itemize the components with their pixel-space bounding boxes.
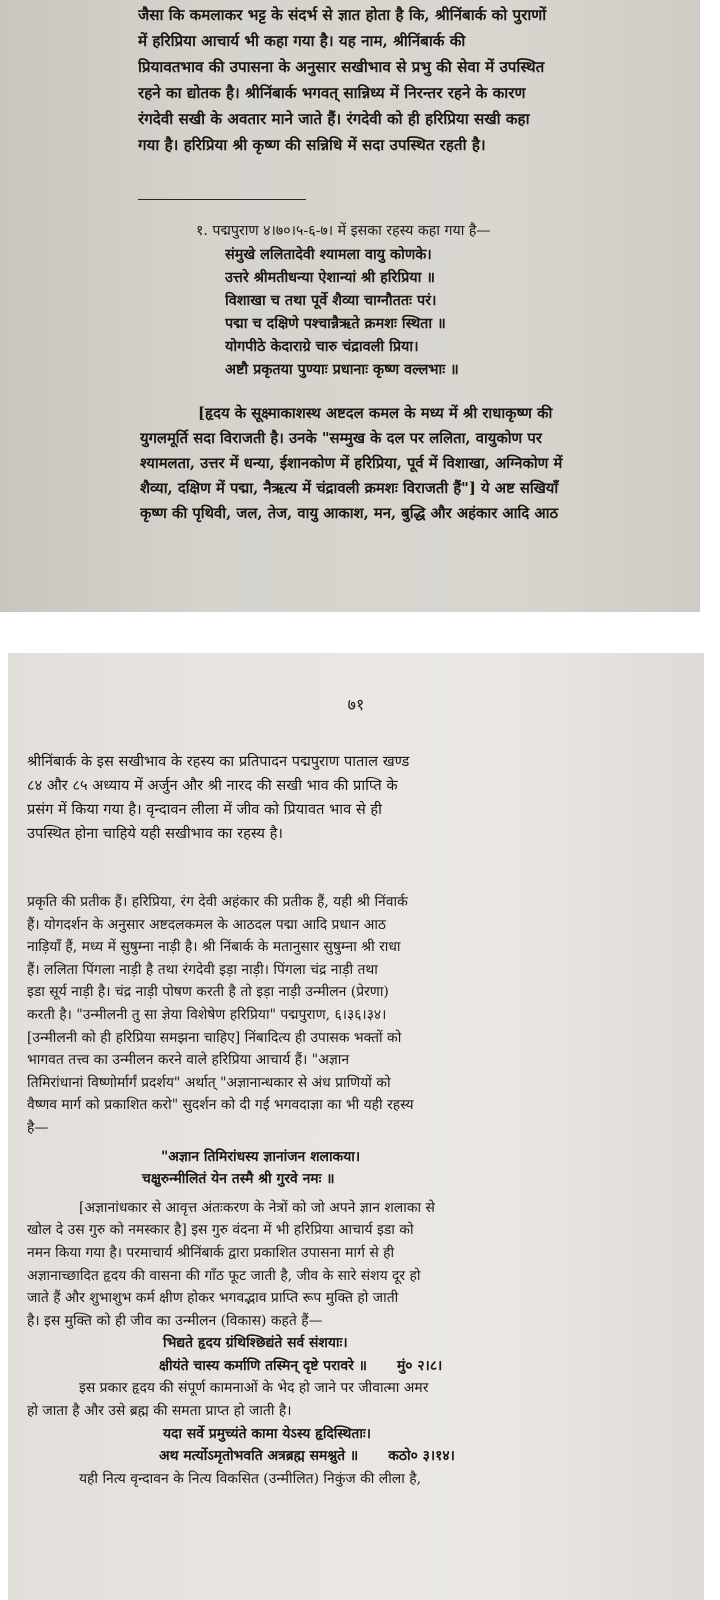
footnote-line: [हृदय के सूक्ष्माकाशस्थ अष्टदल कमल के मध्य में श्री राधाकृष्ण की — [198, 405, 553, 422]
text-line: भागवत तत्त्व का उन्मीलन करने वाले हरिप्रिया आचार्य हैं। "अज्ञान — [27, 1052, 350, 1069]
verse-text: अथ मर्त्योऽमृतोभवति अत्रब्रह्म समश्नुते ॥ — [159, 1448, 359, 1465]
page-number: ७१ — [347, 695, 365, 714]
top-body-text — [138, 2, 700, 158]
verse-line: उत्तरे श्रीमतीधन्या ऐशान्यां श्री हरिप्रिया ॥ — [225, 269, 435, 286]
text-line: प्रकृति की प्रतीक हैं। हरिप्रिया, रंग देवी अहंकार की प्रतीक हैं, यही श्री निंवार्क — [27, 894, 408, 910]
footnote-explanation — [140, 401, 700, 526]
sanskrit-verse-block — [225, 243, 685, 381]
text-line: [उन्मीलनी को ही हरिप्रिया समझना चाहिए] निंबादित्य ही उपासक भक्तों को — [27, 1029, 402, 1046]
footnote-intro — [196, 219, 696, 243]
verse-line — [27, 1445, 703, 1468]
text-line: तिमिरांधानां विष्णोर्मार्गं प्रदर्शय" अर्थात् "अज्ञानान्धकार से अंध प्राणियों को — [27, 1074, 391, 1091]
text-line: इस प्रकार हृदय की संपूर्ण कामनाओं के भेद हो जाने पर जीवात्मा अमर — [79, 1380, 429, 1397]
text-line: है— — [27, 1119, 49, 1136]
text-line: हैं। योगदर्शन के अनुसार अष्टदलकमल के आठदल पद्मा आदि प्रधान आठ — [27, 916, 386, 933]
footnote-line: युगलमूर्ति सदा विराजती है। उनके "सम्मुख के दल पर ललिता, वायुकोण पर — [140, 430, 542, 447]
verse-line: "अज्ञान तिमिरांधस्य ज्ञानांजन शलाकया। — [161, 1148, 361, 1165]
verse-text: क्षीयंते चास्य कर्माणि तस्मिन् दृष्टे परावरे ॥ — [159, 1357, 367, 1374]
text-line: जाते हैं और शुभाशुभ कर्म क्षीण होकर भगवद्भाव प्राप्ति रूप मुक्ति हो जाती — [27, 1290, 399, 1307]
footnote-divider — [138, 199, 306, 200]
text-line: हैं। ललिता पिंगला नाड़ी है तथा रंगदेवी इड़ा नाड़ी। पिंगला चंद्र नाड़ी तथा — [27, 961, 378, 978]
text-line: रंगदेवी सखी के अवतार माने जाते हैं। रंगदेवी को ही हरिप्रिया सखी कहा — [138, 110, 530, 128]
text-line: प्रियावतभाव की उपासना के अनुसार सखीभाव से प्रभु की सेवा में उपस्थित — [138, 58, 545, 76]
verse-line — [27, 1355, 703, 1378]
text-line: श्रीनिंबार्क के इस सखीभाव के रहस्य का प्रतिपादन पद्मपुराण पाताल खण्ड — [27, 753, 410, 770]
footnote-continuation — [27, 891, 703, 1490]
verse-line: अष्टौ प्रकृतया पुण्याः प्रधानाः कृष्ण वल्लभाः ॥ — [225, 361, 459, 378]
verse-line: यदा सर्वे प्रमुच्यंते कामा येऽस्य हृदिस्थिताः। — [163, 1425, 371, 1442]
footnote-line: श्यामलता, उत्तर में धन्या, ईशानकोण में हरिप्रिया, पूर्व में विशाखा, अग्निकोण में — [140, 455, 563, 472]
text-line: करती है। "उन्मीलनी तु सा ज्ञेया विशेषेण हरिप्रिया" पद्मपुराण, ६।३६।३४। — [27, 1006, 387, 1023]
bottom-body-text — [27, 750, 703, 846]
text-line: प्रसंग में किया गया है। वृन्दावन लीला में जीव को प्रियावत भाव से ही — [27, 801, 382, 818]
text-line: रहने का द्योतक है। श्रीनिंबार्क भगवत् सान्निध्य में निरन्तर रहने के कारण — [138, 84, 526, 102]
footnote-intro-line: १. पद्मपुराण ४।७०।५-६-७। में इसका रहस्य कहा गया है— — [196, 223, 491, 239]
text-line: ८४ और ८५ अध्याय में अर्जुन और श्री नारद की सखी भाव की प्राप्ति के — [27, 777, 398, 794]
text-line: खोल दे उस गुरु को नमस्कार है] इस गुरु वंदना में भी हरिप्रिया आचार्य इडा को — [27, 1222, 414, 1239]
text-line: इडा सूर्य नाड़ी है। चंद्र नाड़ी पोषण करती है तो इड़ा नाड़ी उन्मीलन (प्रेरणा) — [27, 984, 389, 1001]
text-line: है। इस मुक्ति को ही जीव का उन्मीलन (विकास) कहते हैं— — [27, 1312, 323, 1329]
text-line: यही नित्य वृन्दावन के नित्य विकसित (उन्मीलित) निकुंज की लीला है, — [79, 1470, 422, 1487]
text-line: जैसा कि कमलाकर भट्ट के संदर्भ से ज्ञात होता है कि, श्रीनिंबार्क को पुराणों — [138, 6, 547, 24]
footnote-line: कृष्ण की पृथिवी, जल, तेज, वायु आकाश, मन, बुद्धि और अहंकार आदि आठ — [140, 505, 559, 522]
verse-reference: कठो० ३।१४। — [388, 1448, 455, 1465]
verse-line: पद्मा च दक्षिणे पश्चान्नैऋते क्रमशः स्थिता ॥ — [225, 315, 446, 332]
verse-line: योगपीठे केदाराग्रे चारु चंद्रावली प्रिया। — [225, 338, 419, 355]
text-line: उपस्थित होना चाहिये यही सखीभाव का रहस्य है। — [27, 825, 283, 842]
text-line: गया है। हरिप्रिया श्री कृष्ण की सन्निधि में सदा उपस्थित रहती है। — [138, 136, 486, 154]
bottom-page-scan — [8, 653, 704, 1600]
text-line: हो जाता है और उसे ब्रह्म की समता प्राप्त हो जाती है। — [27, 1403, 292, 1420]
verse-reference: मुं० २।८। — [396, 1357, 443, 1374]
verse-line: संमुखे ललितादेवी श्यामला वायु कोणके। — [225, 246, 432, 263]
text-line: में हरिप्रिया आचार्य भी कहा गया है। यह नाम, श्रीनिंबार्क की — [138, 32, 466, 50]
text-line: नाड़ियाँ हैं, मध्य में सुषुम्ना नाड़ी है। श्री निंबार्क के मतानुसार सुषुम्ना श्री राधा — [27, 939, 401, 956]
text-line: नमन किया गया है। परमाचार्य श्रीनिंबार्क द्वारा प्रकाशित उपासना मार्ग से ही — [27, 1244, 395, 1261]
verse-line: चक्षुरुन्मीलितं येन तस्मै श्री गुरवे नमः ॥ — [142, 1171, 335, 1188]
verse-line: भिद्यते हृदय ग्रंथिश्छिद्यंते सर्व संशयाः। — [163, 1335, 348, 1352]
verse-line: विशाखा च तथा पूर्वे शैव्या चाग्नौततः परं। — [225, 292, 437, 309]
text-line: अज्ञानाच्छादित हृदय की वासना की गाँठ फूट जाती है, जीव के सारे संशय दूर हो — [27, 1267, 421, 1284]
top-page-scan — [0, 0, 700, 612]
footnote-line: शैव्या, दक्षिण में पद्मा, नैऋत्य में चंद्रावली क्रमशः विराजती हैं"] ये अष्ट सखियाँ — [140, 480, 559, 497]
text-line: वैष्णव मार्ग को प्रकाशित करो" सुदर्शन को दी गई भगवदाज्ञा का भी यही रहस्य — [27, 1097, 414, 1114]
text-line: [अज्ञानांधकार से आवृत्त अंतःकरण के नेत्रों को जो अपने ज्ञान शलाका से — [79, 1199, 435, 1216]
